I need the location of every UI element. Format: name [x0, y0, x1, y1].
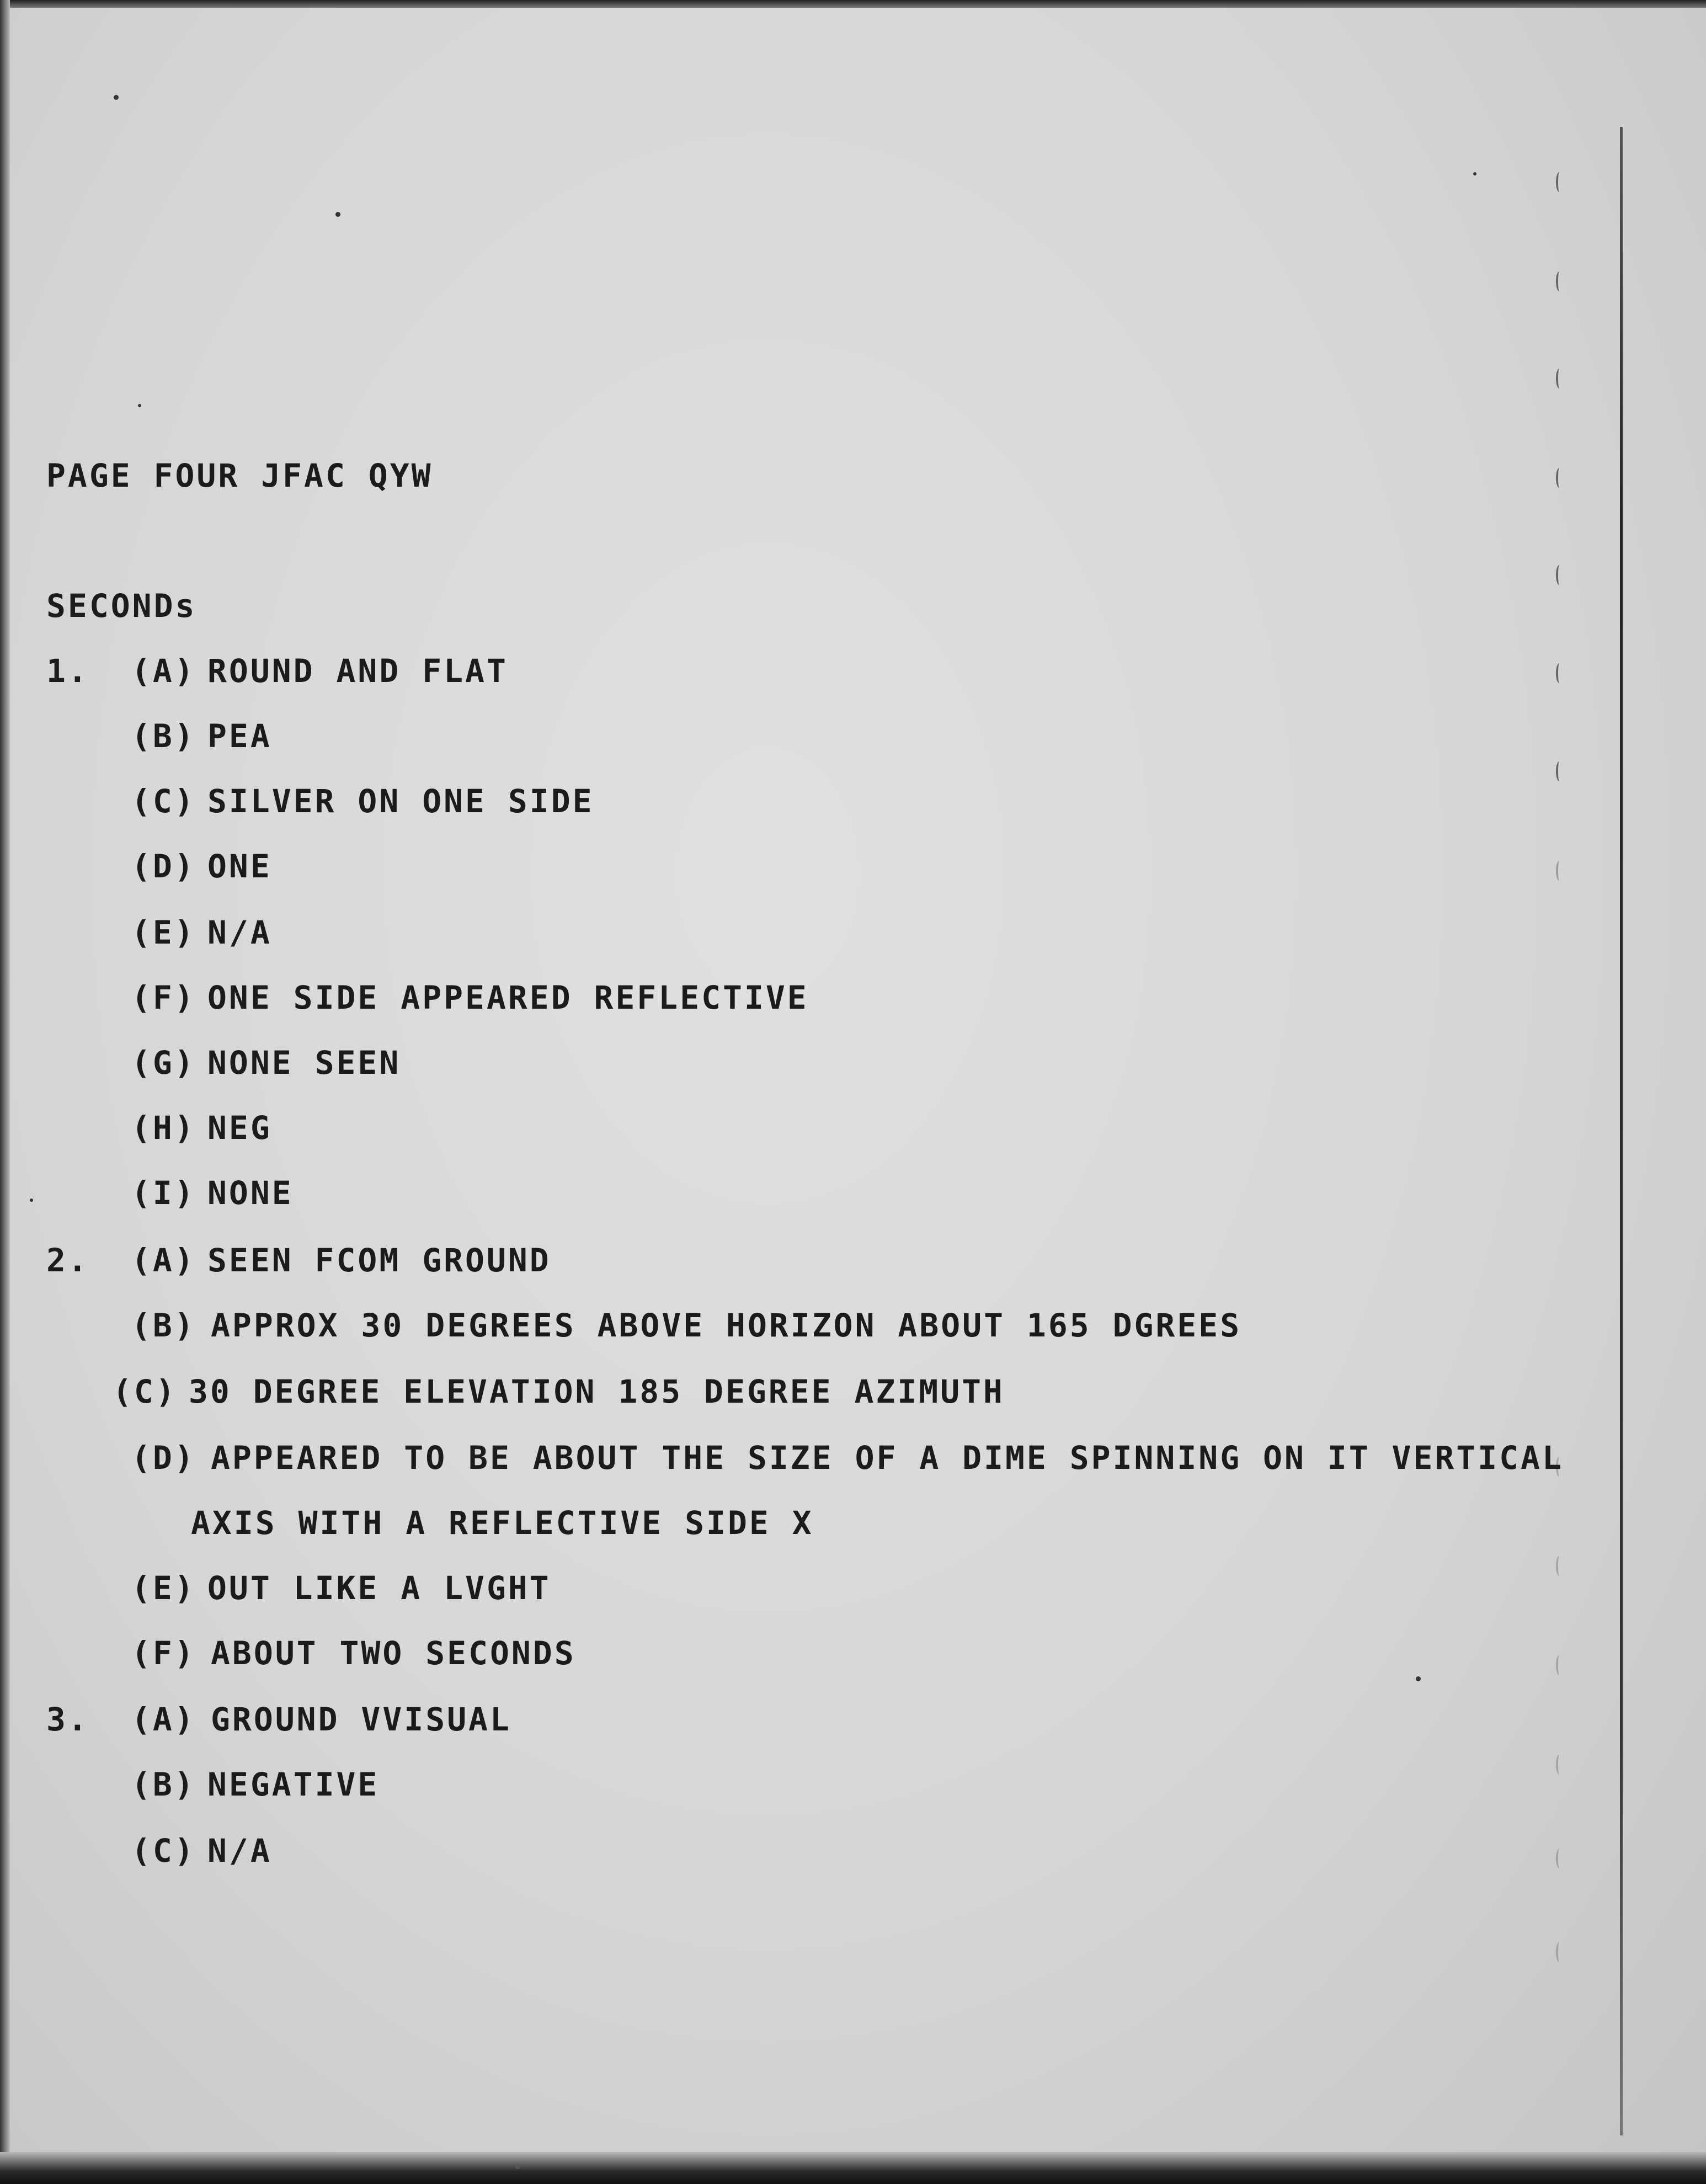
entry-label: (A): [131, 1701, 196, 1738]
entry-text: SILVER ON ONE SIDE: [207, 782, 594, 820]
scan-edge-top: [0, 0, 1706, 8]
entry-label: (E): [131, 1569, 196, 1607]
entry-text: ABOUT TWO SECONDS: [211, 1634, 576, 1672]
entry-text: NEG: [207, 1109, 272, 1147]
entry-text: APPROX 30 DEGREES ABOVE HORIZON ABOUT 165 DGREES: [211, 1307, 1242, 1344]
scan-speck: [335, 212, 340, 217]
entry-text: SEEN FCOM GROUND: [207, 1242, 551, 1279]
entry-label: (H): [131, 1109, 196, 1147]
entry-label: (B): [131, 1307, 196, 1344]
entry-text: ONE SIDE APPEARED REFLECTIVE: [207, 979, 809, 1016]
entry-text: ONE: [207, 848, 272, 885]
entry-text: N/A: [207, 914, 272, 951]
page-header: PAGE FOUR JFAC QYW: [46, 457, 433, 494]
entry-text: PEA: [207, 717, 272, 755]
item-number: 3.: [46, 1701, 89, 1738]
item-number: 2.: [46, 1242, 89, 1279]
entry-label: (B): [131, 717, 196, 755]
scan-speck: [114, 95, 119, 100]
entry-label: (I): [131, 1174, 196, 1212]
margin-tick: [1556, 565, 1563, 585]
margin-tick: [1556, 172, 1563, 192]
entry-label: (B): [131, 1766, 196, 1803]
scan-speck: [1416, 1676, 1421, 1681]
margin-tick: [1556, 369, 1563, 388]
entry-text: NEGATIVE: [207, 1766, 380, 1803]
entry-label: (C): [113, 1373, 177, 1410]
margin-tick: [1556, 1556, 1563, 1576]
entry-label: (F): [131, 979, 196, 1016]
margin-tick: [1556, 1942, 1563, 1962]
entry-label: (C): [131, 782, 196, 820]
entry-label: (F): [131, 1634, 196, 1672]
section-label: SECONDs: [46, 587, 197, 625]
entry-text: N/A: [207, 1832, 272, 1869]
entry-text: APPEARED TO BE ABOUT THE SIZE OF A DIME SPINNING ON IT VERTICAL: [211, 1439, 1564, 1477]
entry-label: (G): [131, 1044, 196, 1082]
entry-label: (A): [131, 652, 196, 690]
scan-edge-bottom: [0, 2152, 1706, 2184]
margin-rule: [1620, 127, 1623, 2135]
margin-tick: [1556, 761, 1563, 781]
margin-tick: [1556, 1849, 1563, 1868]
margin-tick: [1556, 663, 1563, 683]
entry-text: GROUND VVISUAL: [211, 1701, 511, 1738]
entry-label: (D): [131, 848, 196, 885]
entry-label: (C): [131, 1832, 196, 1869]
margin-tick: [1556, 1755, 1563, 1775]
entry-text: ROUND AND FLAT: [207, 652, 508, 690]
entry-text: 30 DEGREE ELEVATION 185 DEGREE AZIMUTH: [189, 1373, 1005, 1410]
scan-speck: [515, 2164, 520, 2169]
margin-tick: [1556, 1655, 1563, 1675]
entry-text: OUT LIKE A LVGHT: [207, 1569, 551, 1607]
margin-tick: [1556, 271, 1563, 291]
scan-speck: [138, 404, 141, 407]
item-number: 1.: [46, 652, 89, 690]
entry-label: (A): [131, 1242, 196, 1279]
entry-label: (E): [131, 914, 196, 951]
entry-text: NONE SEEN: [207, 1044, 401, 1082]
scan-speck: [1473, 172, 1476, 175]
margin-tick: [1556, 861, 1563, 881]
entry-text-continued: AXIS WITH A REFLECTIVE SIDE X: [191, 1504, 814, 1542]
entry-label: (D): [131, 1439, 196, 1477]
entry-text: NONE: [207, 1174, 294, 1212]
margin-tick: [1556, 468, 1563, 488]
